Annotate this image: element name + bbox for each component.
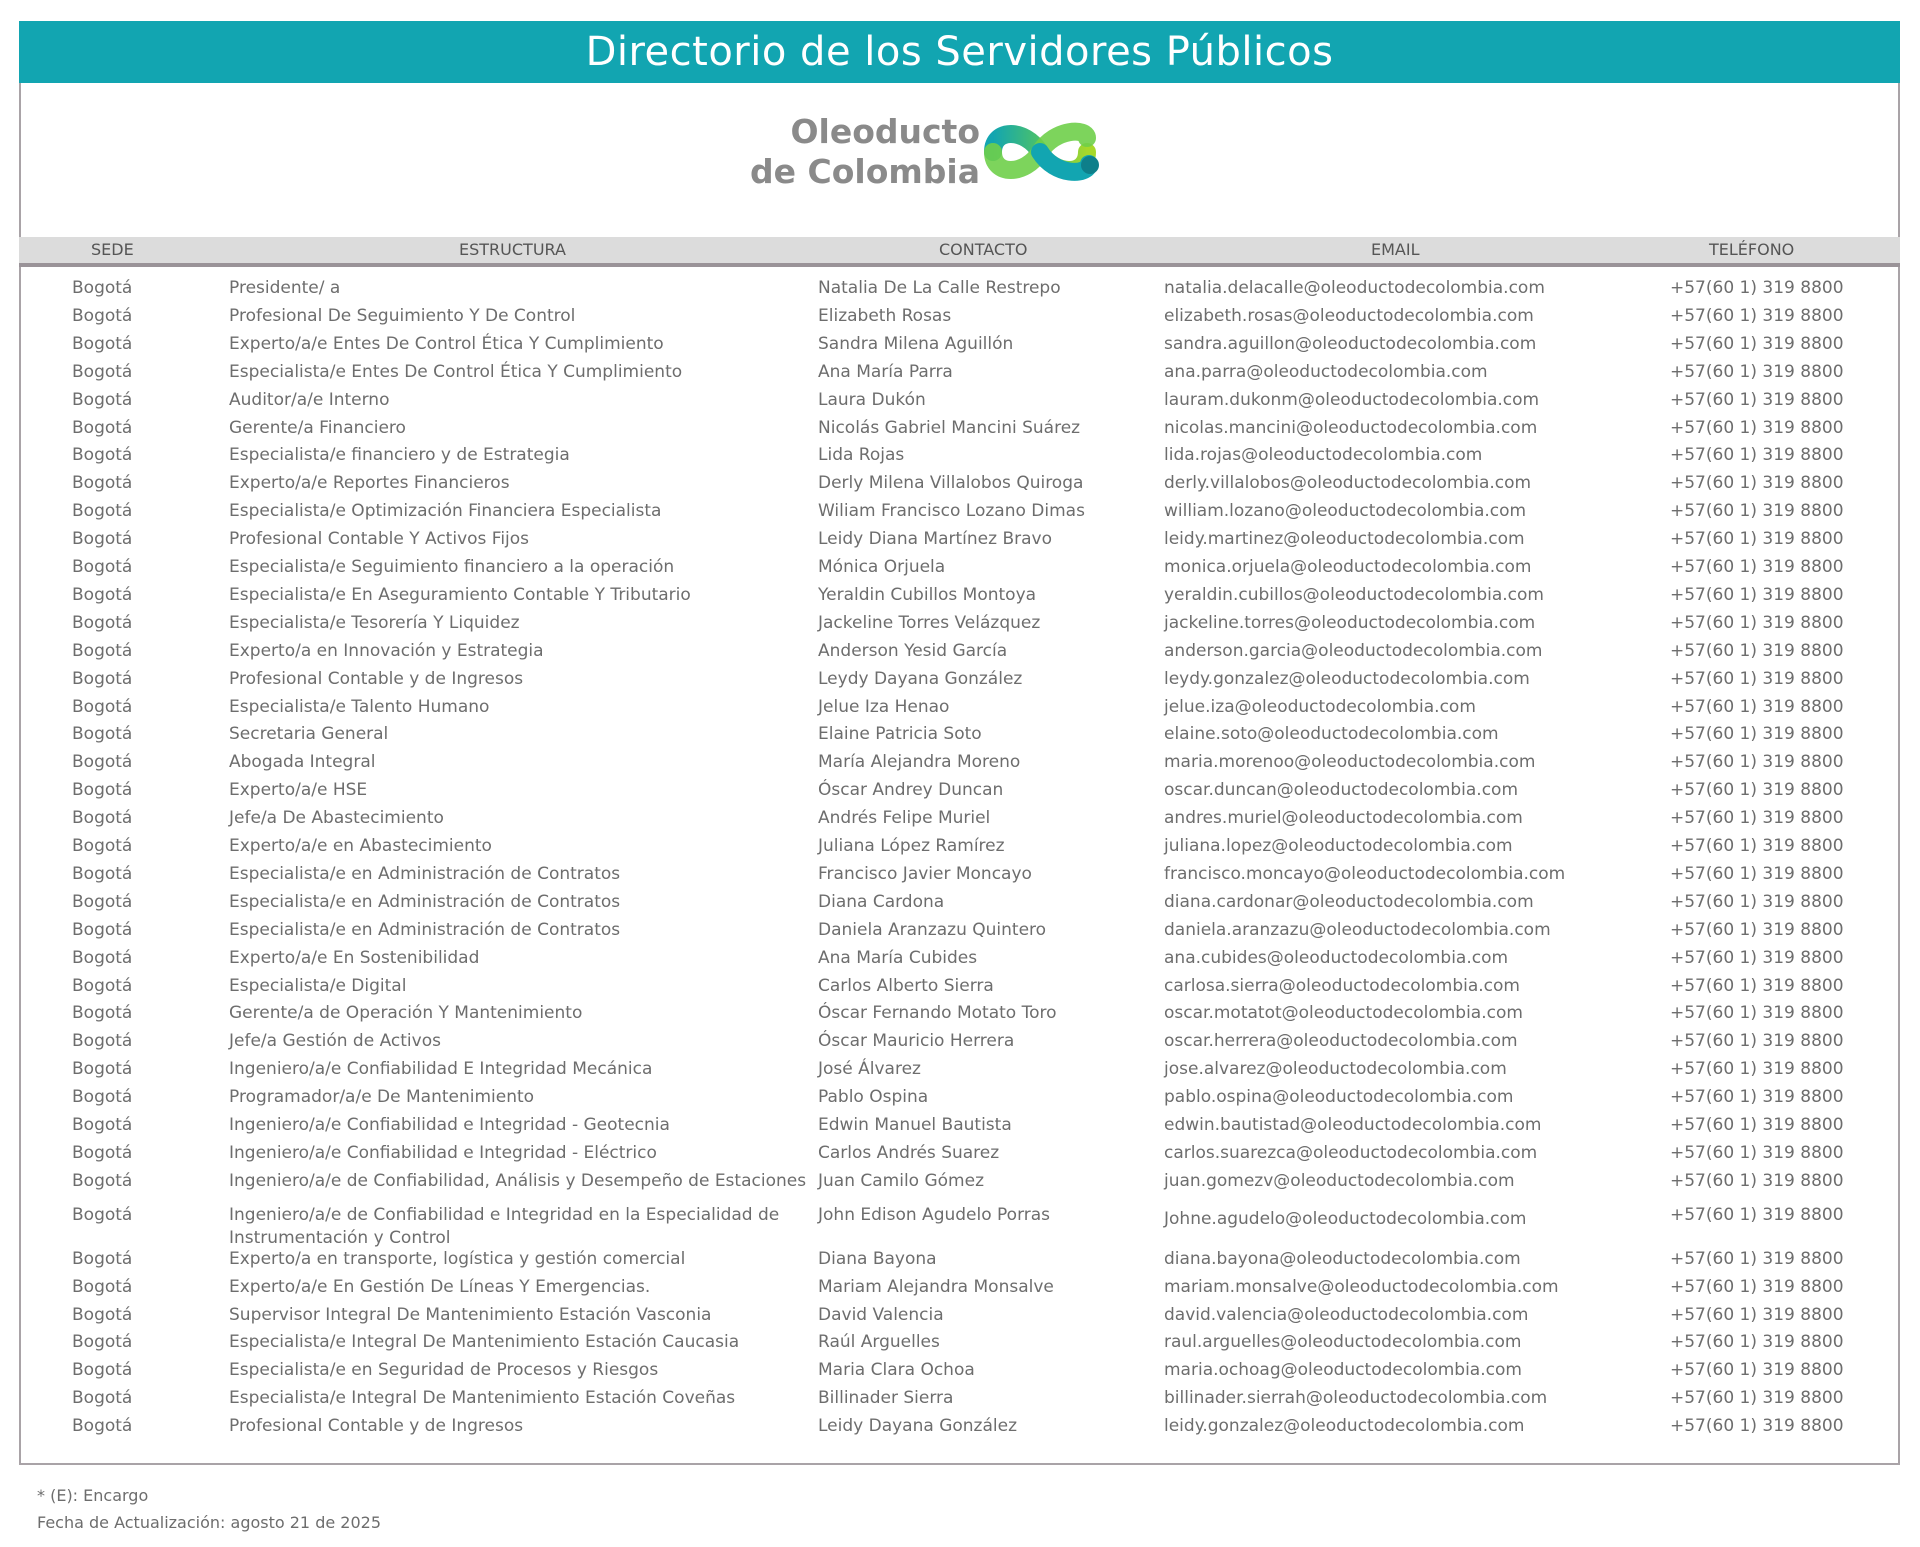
cell-contacto: Mariam Alejandra Monsalve <box>818 1276 1054 1297</box>
cell-email-link[interactable]: leidy.martinez@oleoductodecolombia.com <box>1164 529 1525 550</box>
infinity-logo-icon <box>965 108 1115 198</box>
cell-telefono: +57(60 1) 319 8800 <box>1670 1276 1844 1297</box>
cell-contacto: Mónica Orjuela <box>818 557 946 577</box>
cell-email-link[interactable]: mariam.monsalve@oleoductodecolombia.com <box>1164 1276 1559 1297</box>
table-header <box>19 237 1900 267</box>
cell-estructura: Experto/a/e HSE <box>229 780 368 801</box>
cell-estructura: Ingeniero/a/e Confiabilidad e Integridad - Eléctrico <box>229 1142 657 1163</box>
cell-estructura: Especialista/e Digital <box>229 975 407 996</box>
cell-contacto: Billinader Sierra <box>818 1388 954 1409</box>
cell-estructura: Gerente/a Financiero <box>229 417 406 438</box>
cell-estructura: Experto/a en Innovación y Estrategia <box>229 640 544 661</box>
cell-telefono: +57(60 1) 319 8800 <box>1670 278 1844 298</box>
cell-estructura: Programador/a/e De Mantenimiento <box>229 1087 535 1108</box>
cell-sede: Bogotá <box>72 445 133 466</box>
cell-email-link[interactable]: sandra.aguillon@oleoductodecolombia.com <box>1164 333 1537 354</box>
cell-estructura: Ingeniero/a/e Confiabilidad e Integridad - Geotecnia <box>229 1115 670 1135</box>
cell-sede: Bogotá <box>72 1059 133 1080</box>
cell-telefono: +57(60 1) 319 8800 <box>1670 836 1844 856</box>
cell-email-link[interactable]: carlosa.sierra@oleoductodecolombia.com <box>1164 975 1520 996</box>
cell-sede: Bogotá <box>72 836 133 856</box>
cell-contacto: Óscar Andrey Duncan <box>818 780 1004 801</box>
cell-estructura: Especialista/e en Administración de Contratos <box>229 891 621 912</box>
cell-email-link[interactable]: billinader.sierrah@oleoductodecolombia.com <box>1164 1388 1548 1409</box>
cell-contacto: Wiliam Francisco Lozano Dimas <box>818 501 1085 522</box>
cell-contacto: Maria Clara Ochoa <box>818 1360 975 1381</box>
cell-email-link[interactable]: jackeline.torres@oleoductodecolombia.com <box>1164 612 1536 633</box>
cell-sede: Bogotá <box>72 1115 133 1135</box>
cell-sede: Bogotá <box>72 1003 133 1024</box>
cell-estructura: Abogada Integral <box>229 752 376 773</box>
cell-email-link[interactable]: elaine.soto@oleoductodecolombia.com <box>1164 724 1499 745</box>
cell-telefono: +57(60 1) 319 8800 <box>1670 1204 1844 1225</box>
cell-sede: Bogotá <box>72 529 133 550</box>
cell-email-link[interactable]: carlos.suarezca@oleoductodecolombia.com <box>1164 1142 1538 1163</box>
cell-telefono: +57(60 1) 319 8800 <box>1670 696 1844 717</box>
cell-estructura: Ingeniero/a/e de Confiabilidad, Análisis y Desempeño de Estaciones <box>229 1170 807 1191</box>
cell-email-link[interactable]: maria.morenoo@oleoductodecolombia.com <box>1164 752 1536 773</box>
cell-contacto: Óscar Mauricio Herrera <box>818 1031 1015 1052</box>
cell-email-link[interactable]: lauram.dukonm@oleoductodecolombia.com <box>1164 389 1540 410</box>
cell-sede: Bogotá <box>72 1360 133 1381</box>
cell-sede: Bogotá <box>72 612 133 633</box>
cell-estructura: Especialista/e financiero y de Estrategia <box>229 445 570 466</box>
cell-contacto: José Álvarez <box>818 1059 921 1080</box>
cell-email-link[interactable]: elizabeth.rosas@oleoductodecolombia.com <box>1164 305 1534 326</box>
cell-telefono: +57(60 1) 319 8800 <box>1670 640 1844 661</box>
cell-email-link[interactable]: leidy.gonzalez@oleoductodecolombia.com <box>1164 1416 1525 1437</box>
cell-sede: Bogotá <box>72 361 133 382</box>
cell-sede: Bogotá <box>72 668 133 689</box>
cell-contacto: Jackeline Torres Velázquez <box>818 612 1041 633</box>
logo-line-2: de Colombia <box>750 152 980 191</box>
cell-sede: Bogotá <box>72 501 133 522</box>
cell-contacto: Laura Dukón <box>818 389 926 410</box>
cell-telefono: +57(60 1) 319 8800 <box>1670 417 1844 438</box>
cell-contacto: Ana María Parra <box>818 361 953 382</box>
cell-sede: Bogotá <box>72 808 133 829</box>
cell-contacto: Leidy Dayana González <box>818 1416 1017 1437</box>
cell-contacto: Raúl Arguelles <box>818 1332 940 1353</box>
cell-email-link[interactable]: jelue.iza@oleoductodecolombia.com <box>1164 696 1476 717</box>
cell-telefono: +57(60 1) 319 8800 <box>1670 612 1844 633</box>
company-logo <box>740 108 1120 198</box>
cell-sede: Bogotá <box>72 473 133 494</box>
cell-estructura: Jefe/a Gestión de Activos <box>229 1031 441 1052</box>
cell-telefono: +57(60 1) 319 8800 <box>1670 947 1844 968</box>
cell-telefono: +57(60 1) 319 8800 <box>1670 361 1844 382</box>
cell-estructura: Especialista/e en Administración de Contratos <box>229 863 621 884</box>
cell-email-link[interactable]: oscar.duncan@oleoductodecolombia.com <box>1164 780 1519 801</box>
cell-contacto: Leydy Dayana González <box>818 668 1023 689</box>
cell-estructura: Especialista/e en Administración de Contratos <box>229 919 621 940</box>
cell-email-link[interactable]: ana.cubides@oleoductodecolombia.com <box>1164 947 1509 968</box>
cell-contacto: David Valencia <box>818 1304 944 1325</box>
cell-telefono: +57(60 1) 319 8800 <box>1670 863 1844 884</box>
cell-email-link[interactable]: jose.alvarez@oleoductodecolombia.com <box>1164 1059 1507 1080</box>
page-title: Directorio de los Servidores Públicos <box>19 21 1900 83</box>
cell-sede: Bogotá <box>72 919 133 940</box>
cell-telefono: +57(60 1) 319 8800 <box>1670 584 1844 605</box>
cell-estructura: Ingeniero/a/e Confiabilidad E Integridad Mecánica <box>229 1059 653 1080</box>
cell-sede: Bogotá <box>72 389 133 410</box>
cell-estructura: Secretaria General <box>229 724 389 745</box>
cell-email-link[interactable]: leydy.gonzalez@oleoductodecolombia.com <box>1164 668 1530 689</box>
logo-line-1: Oleoducto <box>790 112 980 151</box>
cell-email-link[interactable]: anderson.garcia@oleoductodecolombia.com <box>1164 640 1543 661</box>
cell-sede: Bogotá <box>72 1332 133 1353</box>
cell-sede: Bogotá <box>72 333 133 354</box>
cell-estructura: Gerente/a de Operación Y Mantenimiento <box>229 1003 583 1024</box>
cell-telefono: +57(60 1) 319 8800 <box>1670 752 1844 773</box>
cell-sede: Bogotá <box>72 305 133 326</box>
cell-estructura: Especialista/e Entes De Control Ética Y Cumplimiento <box>229 361 683 382</box>
cell-telefono: +57(60 1) 319 8800 <box>1670 919 1844 940</box>
cell-telefono: +57(60 1) 319 8800 <box>1670 668 1844 689</box>
cell-telefono: +57(60 1) 319 8800 <box>1670 1059 1844 1080</box>
cell-telefono: +57(60 1) 319 8800 <box>1670 1031 1844 1052</box>
cell-contacto: Edwin Manuel Bautista <box>818 1115 1012 1135</box>
cell-email-link[interactable]: yeraldin.cubillos@oleoductodecolombia.com <box>1164 584 1544 605</box>
cell-contacto: Elizabeth Rosas <box>818 305 952 326</box>
cell-contacto: Carlos Alberto Sierra <box>818 975 994 996</box>
cell-estructura: Experto/a/e Reportes Financieros <box>229 473 510 494</box>
cell-sede: Bogotá <box>72 1388 133 1409</box>
cell-contacto: Yeraldin Cubillos Montoya <box>818 584 1037 605</box>
cell-contacto: John Edison Agudelo Porras <box>818 1204 1051 1225</box>
column-header-telefono: TELÉFONO <box>1709 240 1795 259</box>
cell-sede: Bogotá <box>72 1142 133 1163</box>
cell-telefono: +57(60 1) 319 8800 <box>1670 501 1844 522</box>
column-header-contacto: CONTACTO <box>939 240 1028 259</box>
cell-sede: Bogotá <box>72 1087 133 1108</box>
cell-telefono: +57(60 1) 319 8800 <box>1670 1388 1844 1409</box>
cell-telefono: +57(60 1) 319 8800 <box>1670 333 1844 354</box>
cell-email-link[interactable]: daniela.aranzazu@oleoductodecolombia.com <box>1164 919 1551 940</box>
cell-estructura: Profesional De Seguimiento Y De Control <box>229 305 576 326</box>
cell-estructura: Especialista/e Integral De Mantenimiento Estación Coveñas <box>229 1388 736 1409</box>
cell-contacto: Sandra Milena Aguillón <box>818 333 1014 354</box>
column-header-sede: SEDE <box>91 240 134 259</box>
column-header-email: EMAIL <box>1371 240 1420 259</box>
cell-estructura: Especialista/e En Aseguramiento Contable Y Tributario <box>229 584 691 605</box>
cell-sede: Bogotá <box>72 752 133 773</box>
cell-email-link[interactable]: oscar.herrera@oleoductodecolombia.com <box>1164 1031 1518 1052</box>
cell-contacto: María Alejandra Moreno <box>818 752 1021 773</box>
cell-email-link[interactable]: david.valencia@oleoductodecolombia.com <box>1164 1304 1529 1325</box>
cell-sede: Bogotá <box>72 1248 133 1269</box>
cell-email-link[interactable]: andres.muriel@oleoductodecolombia.com <box>1164 808 1523 829</box>
cell-sede: Bogotá <box>72 724 133 745</box>
cell-email-link[interactable]: diana.cardonar@oleoductodecolombia.com <box>1164 891 1534 912</box>
logo-wordmark <box>750 112 980 192</box>
cell-email-link[interactable]: ana.parra@oleoductodecolombia.com <box>1164 361 1488 382</box>
cell-email-link[interactable]: william.lozano@oleoductodecolombia.com <box>1164 501 1527 522</box>
cell-estructura: Experto/a/e Entes De Control Ética Y Cumplimiento <box>229 333 664 354</box>
cell-email-link[interactable]: derly.villalobos@oleoductodecolombia.com <box>1164 473 1532 494</box>
cell-estructura: Experto/a/e En Sostenibilidad <box>229 947 480 968</box>
cell-estructura: Jefe/a De Abastecimiento <box>229 808 444 829</box>
cell-telefono: +57(60 1) 319 8800 <box>1670 1087 1844 1108</box>
cell-email-link[interactable]: francisco.moncayo@oleoductodecolombia.com <box>1164 863 1566 884</box>
cell-telefono: +57(60 1) 319 8800 <box>1670 975 1844 996</box>
cell-telefono: +57(60 1) 319 8800 <box>1670 724 1844 745</box>
cell-estructura: Especialista/e en Seguridad de Procesos y Riesgos <box>229 1360 659 1381</box>
cell-telefono: +57(60 1) 319 8800 <box>1670 445 1844 466</box>
cell-contacto: Lida Rojas <box>818 445 905 466</box>
cell-estructura: Especialista/e Integral De Mantenimiento Estación Caucasia <box>229 1332 740 1353</box>
cell-estructura: Presidente/ a <box>229 278 341 298</box>
cell-email-link[interactable]: nicolas.mancini@oleoductodecolombia.com <box>1164 417 1538 438</box>
cell-telefono: +57(60 1) 319 8800 <box>1670 1248 1844 1269</box>
cell-telefono: +57(60 1) 319 8800 <box>1670 1142 1844 1163</box>
cell-sede: Bogotá <box>72 1416 133 1437</box>
cell-email-link[interactable]: maria.ochoag@oleoductodecolombia.com <box>1164 1360 1522 1381</box>
cell-contacto: Elaine Patricia Soto <box>818 724 982 745</box>
cell-estructura: Supervisor Integral De Mantenimiento Estación Vasconia <box>229 1304 712 1325</box>
cell-telefono: +57(60 1) 319 8800 <box>1670 1416 1844 1437</box>
cell-sede: Bogotá <box>72 640 133 661</box>
cell-email-link[interactable]: juliana.lopez@oleoductodecolombia.com <box>1164 836 1513 856</box>
cell-sede: Bogotá <box>72 863 133 884</box>
cell-telefono: +57(60 1) 319 8800 <box>1670 529 1844 550</box>
cell-sede: Bogotá <box>72 1304 133 1325</box>
cell-telefono: +57(60 1) 319 8800 <box>1670 1170 1844 1191</box>
cell-contacto: Daniela Aranzazu Quintero <box>818 919 1047 940</box>
cell-email-link[interactable]: lida.rojas@oleoductodecolombia.com <box>1164 445 1483 466</box>
cell-contacto: Nicolás Gabriel Mancini Suárez <box>818 417 1081 438</box>
cell-estructura: Ingeniero/a/e de Confiabilidad e Integridad en la Especialidad de Instrumentación y Control <box>229 1204 780 1248</box>
cell-contacto: Leidy Diana Martínez Bravo <box>818 529 1052 550</box>
cell-sede: Bogotá <box>72 947 133 968</box>
cell-telefono: +57(60 1) 319 8800 <box>1670 389 1844 410</box>
cell-telefono: +57(60 1) 319 8800 <box>1670 780 1844 801</box>
cell-telefono: +57(60 1) 319 8800 <box>1670 1304 1844 1325</box>
cell-contacto: Juliana López Ramírez <box>818 836 1005 856</box>
cell-email-link[interactable]: natalia.delacalle@oleoductodecolombia.com <box>1164 278 1545 298</box>
cell-email-link[interactable]: oscar.motatot@oleoductodecolombia.com <box>1164 1003 1523 1024</box>
cell-estructura: Especialista/e Talento Humano <box>229 696 490 717</box>
cell-contacto: Francisco Javier Moncayo <box>818 863 1032 884</box>
cell-telefono: +57(60 1) 319 8800 <box>1670 305 1844 326</box>
cell-sede: Bogotá <box>72 278 133 298</box>
cell-sede: Bogotá <box>72 780 133 801</box>
cell-email-link[interactable]: raul.arguelles@oleoductodecolombia.com <box>1164 1332 1522 1353</box>
cell-sede: Bogotá <box>72 1276 133 1297</box>
cell-sede: Bogotá <box>72 417 133 438</box>
cell-email-link[interactable]: juan.gomezv@oleoductodecolombia.com <box>1164 1170 1515 1191</box>
cell-contacto: Jelue Iza Henao <box>818 696 950 717</box>
cell-contacto: Diana Cardona <box>818 891 945 912</box>
cell-telefono: +57(60 1) 319 8800 <box>1670 1115 1844 1135</box>
cell-estructura: Auditor/a/e Interno <box>229 389 390 410</box>
cell-contacto: Carlos Andrés Suarez <box>818 1142 1000 1163</box>
cell-estructura: Experto/a en transporte, logística y gestión comercial <box>229 1248 686 1269</box>
cell-sede: Bogotá <box>72 975 133 996</box>
cell-telefono: +57(60 1) 319 8800 <box>1670 557 1844 577</box>
cell-estructura: Experto/a/e En Gestión De Líneas Y Emergencias. <box>229 1276 651 1297</box>
cell-estructura: Profesional Contable y de Ingresos <box>229 668 524 689</box>
footer-updated-date: Fecha de Actualización: agosto 21 de 2025 <box>37 1513 381 1532</box>
cell-sede: Bogotá <box>72 1170 133 1191</box>
cell-contacto: Óscar Fernando Motato Toro <box>818 1003 1057 1024</box>
cell-contacto: Natalia De La Calle Restrepo <box>818 278 1061 298</box>
cell-contacto: Ana María Cubides <box>818 947 978 968</box>
cell-estructura: Especialista/e Optimización Financiera Especialista <box>229 501 662 522</box>
cell-contacto: Derly Milena Villalobos Quiroga <box>818 473 1084 494</box>
cell-telefono: +57(60 1) 319 8800 <box>1670 891 1844 912</box>
cell-sede: Bogotá <box>72 891 133 912</box>
cell-email-link[interactable]: edwin.bautistad@oleoductodecolombia.com <box>1164 1115 1542 1135</box>
cell-telefono: +57(60 1) 319 8800 <box>1670 473 1844 494</box>
cell-estructura: Profesional Contable Y Activos Fijos <box>229 529 530 550</box>
cell-telefono: +57(60 1) 319 8800 <box>1670 1332 1844 1353</box>
cell-contacto: Anderson Yesid García <box>818 640 1008 661</box>
cell-sede: Bogotá <box>72 696 133 717</box>
cell-contacto: Andrés Felipe Muriel <box>818 808 991 829</box>
cell-contacto: Diana Bayona <box>818 1248 937 1269</box>
cell-sede: Bogotá <box>72 1031 133 1052</box>
cell-telefono: +57(60 1) 319 8800 <box>1670 808 1844 829</box>
cell-estructura: Profesional Contable y de Ingresos <box>229 1416 524 1437</box>
cell-estructura: Especialista/e Tesorería Y Liquidez <box>229 612 520 633</box>
cell-contacto: Juan Camilo Gómez <box>818 1170 984 1191</box>
cell-contacto: Pablo Ospina <box>818 1087 929 1108</box>
column-header-estructura: ESTRUCTURA <box>459 240 566 259</box>
cell-email-link[interactable]: diana.bayona@oleoductodecolombia.com <box>1164 1248 1521 1269</box>
cell-telefono: +57(60 1) 319 8800 <box>1670 1003 1844 1024</box>
cell-email-link[interactable]: pablo.ospina@oleoductodecolombia.com <box>1164 1087 1514 1108</box>
cell-sede: Bogotá <box>72 1204 133 1225</box>
cell-estructura: Especialista/e Seguimiento financiero a la operación <box>229 557 675 577</box>
cell-sede: Bogotá <box>72 557 133 577</box>
footer-note: * (E): Encargo <box>37 1486 149 1505</box>
cell-sede: Bogotá <box>72 584 133 605</box>
cell-email-link[interactable]: monica.orjuela@oleoductodecolombia.com <box>1164 557 1532 577</box>
cell-estructura: Experto/a/e en Abastecimiento <box>229 836 492 856</box>
cell-email-link[interactable]: Johne.agudelo@oleoductodecolombia.com <box>1164 1208 1527 1229</box>
cell-telefono: +57(60 1) 319 8800 <box>1670 1360 1844 1381</box>
